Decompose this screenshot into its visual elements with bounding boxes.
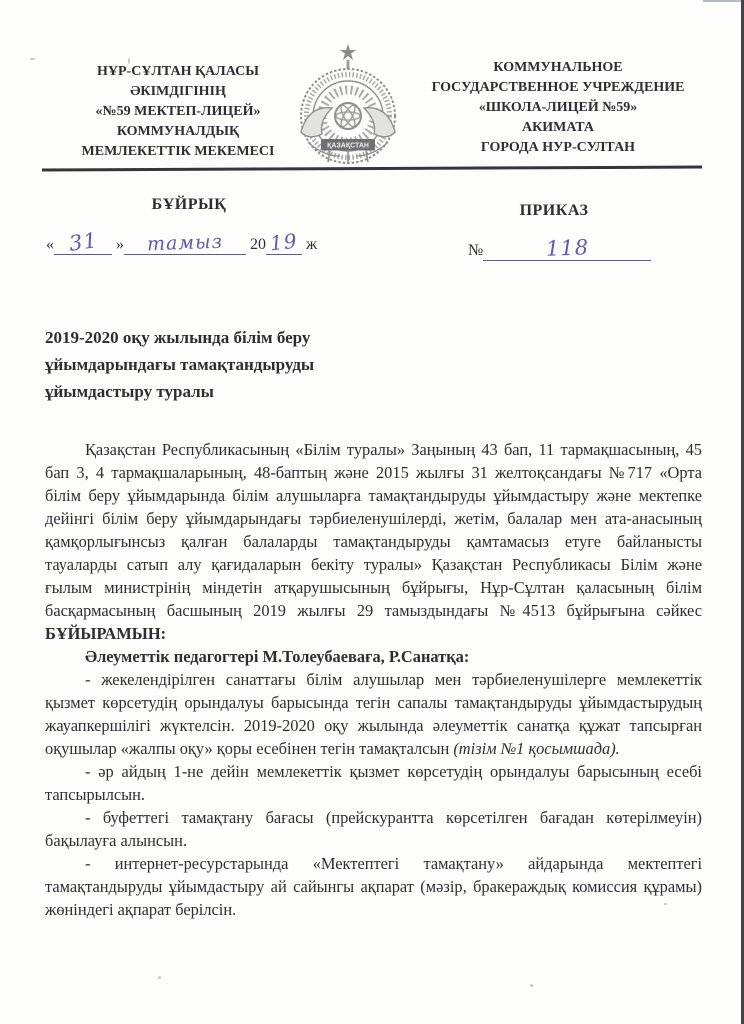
org-name-kazakh-line: НҰР-СҰЛТАН ҚАЛАСЫ	[97, 64, 259, 79]
order-body	[45, 438, 702, 921]
org-name-russian-line: «ШКОЛА-ЛИЦЕЙ №59»	[478, 100, 638, 115]
scan-speck	[158, 976, 161, 979]
org-name-kazakh	[50, 62, 306, 162]
paragraph-item-4	[45, 852, 702, 921]
handwritten-year: 19	[269, 228, 299, 256]
number-label: №	[468, 242, 484, 259]
handwritten-day: 31	[67, 228, 99, 256]
emblem-banner-text: ҚАЗАҚСТАН	[327, 142, 369, 150]
item-3-text: - буфеттегі тамақтану бағасы (прейскурантта көрсетілген бағадан көтерілмеуін) бақылауға алынсын.	[45, 808, 702, 850]
handwritten-month: тамыз	[146, 230, 224, 256]
org-name-russian-line: ГОСУДАРСТВЕННОЕ УЧРЕЖДЕНИЕ	[431, 80, 685, 95]
order-subject-line: ұйымдастыру туралы	[45, 382, 214, 401]
paragraph-item-1	[45, 668, 702, 760]
order-heading-kazakh: БҰЙРЫҚ	[151, 196, 227, 213]
kazakhstan-emblem-icon	[288, 42, 408, 176]
item-1-annex-note: (тізім №1 қосымшада).	[453, 739, 620, 758]
scan-speck	[530, 984, 533, 987]
org-name-kazakh-line: ӘКІМДІГІНІҢ	[130, 84, 226, 99]
org-name-kazakh-line: МЕМЛЕКЕТТІК МЕКЕМЕСІ	[81, 144, 275, 159]
addressees-text: Әлеуметтік педагогтері М.Толеубаеваға, Р.Санатқа:	[85, 647, 470, 666]
org-name-kazakh-line: «№59 МЕКТЕП-ЛИЦЕЙ»	[95, 104, 261, 119]
order-subject-line: ұйымдарындағы тамақтандыруды	[45, 355, 315, 374]
scan-edge-artifact	[703, 0, 741, 2]
legal-basis-text: Қазақстан Республикасының «Білім туралы» Заңының 43 бап, 11 тармақшасының, 45 бап 3, 4 тармақшаларының, 48-баптың және 2015 жылғы 31 желтоқсандағы №717 «Орта білім беру ұйымдарында білім алушыларға тамақтандыруды ұйымдастыру және мектепке дейінгі білім беру ұйымдарындағы тәрбиеленушілерді, жетім, балалар мен ата-анасының қамқорлығынсыз қалған балаларды тамақтандыруды қамтамасыз етуге байланысты тауаларды сатып алу қағидаларын бекіту туралы» Қазақстан Республикасы Білім және ғылым министрінің міндетін атқарушысының бұйрығы, Нұр-Сұлтан қаласының білім басқармасының басшының 2019 жылғы 29 тамыздындағы №4513 бұйрығына сәйкес	[45, 440, 702, 620]
order-subject-line: 2019-2020 оқу жылында білім беру	[45, 328, 311, 347]
quote-open: «	[46, 236, 54, 253]
item-2-text: - әр айдың 1-не дейін мемлекеттік қызмет көрсетудің орындалуы барысының есебі тапсырылсын.	[45, 762, 702, 804]
paragraph-item-3	[45, 806, 702, 852]
paragraph-item-2	[45, 760, 702, 806]
paragraph-legal-basis	[45, 438, 702, 645]
order-date-line	[46, 230, 317, 255]
paragraph-addressees	[45, 645, 702, 668]
resolve-word: БҰЙЫРАМЫН:	[45, 624, 167, 643]
item-1-text: - жекелендірілген санаттағы білім алушылар мен тәрбиеленушілерге мемлекеттік қызмет көрсетудің орындалуы барысында тегін сапалы тамақтандыруды ұйымдастырудың жауапкершілігі жүктелсін. 2019-2020 оқу жылында әлеуметтік санатқа құжат тапсырған оқушылар «жалпы оқу» қоры есебінен тегін тамақталсын	[45, 670, 702, 758]
order-subject	[45, 324, 435, 405]
year-suffix: ж	[306, 236, 318, 253]
org-name-russian-line: ГОРОДА НУР-СУЛТАН	[480, 140, 636, 155]
order-heading-russian: ПРИКАЗ	[519, 202, 589, 219]
handwritten-order-number: 118	[545, 235, 590, 261]
item-4-text: - интернет-ресурстарында «Мектептегі тамақтану» айдарында мектептегі тамақтандыруды ұйымдастыру ай сайынгы ақпарат (мәзір, бракераждық комиссия құрамы) жөніндегі ақпарат берілсін.	[45, 854, 702, 919]
year-prefix: 20	[250, 236, 266, 253]
org-name-kazakh-line: КОММУНАЛДЫҚ	[116, 124, 240, 139]
org-name-russian-line: АКИМАТА	[522, 120, 594, 135]
order-number-line	[468, 236, 651, 261]
quote-close: »	[116, 236, 124, 253]
org-name-russian-line: КОММУНАЛЬНОЕ	[493, 60, 623, 75]
org-name-russian	[406, 58, 710, 158]
scan-speck	[30, 58, 35, 60]
